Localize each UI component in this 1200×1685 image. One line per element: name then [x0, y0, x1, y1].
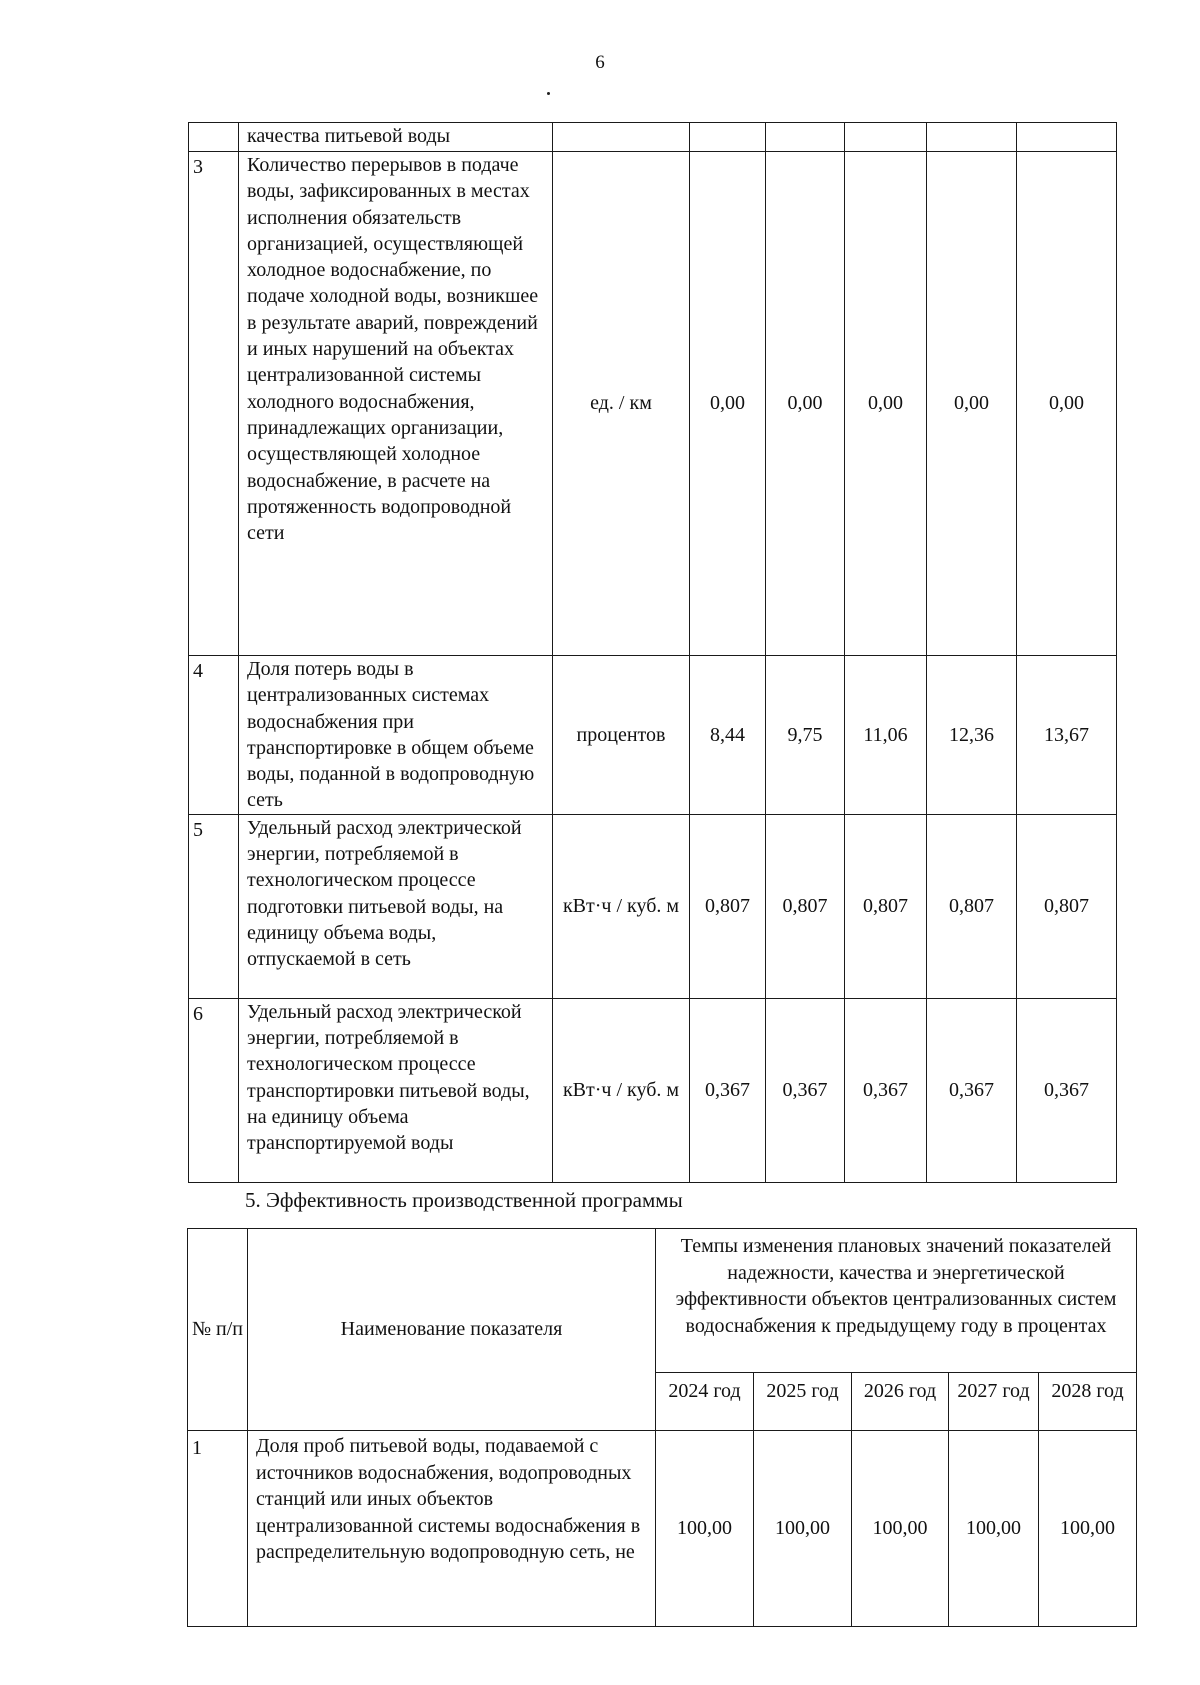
- table-row: [189, 152, 1117, 656]
- table-row: [188, 1431, 1137, 1627]
- value-2027: 12,36: [927, 656, 1017, 815]
- row-number: 6: [189, 998, 239, 1182]
- value-2024: 0,00: [690, 152, 766, 656]
- value-2024: 0,807: [690, 814, 766, 998]
- value-2028: 0,00: [1017, 152, 1117, 656]
- unit-cell: кВт·ч / куб. м: [553, 998, 690, 1182]
- indicator-name: Доля проб питьевой воды, подаваемой с источников водоснабжения, водопроводных станций или иных объектов централизованной системы водоснабжения в распределительную водопроводную сеть, не: [248, 1431, 656, 1627]
- value-2028: 0,807: [1017, 814, 1117, 998]
- header-year-2028: 2028 год: [1039, 1373, 1137, 1431]
- unit-cell: кВт·ч / куб. м: [553, 814, 690, 998]
- value-2026: [845, 123, 927, 152]
- value-2028: [1017, 123, 1117, 152]
- value-2027: 0,00: [927, 152, 1017, 656]
- page-number: 6: [595, 52, 605, 73]
- value-2025: 100,00: [754, 1431, 852, 1627]
- header-year-2027: 2027 год: [949, 1373, 1039, 1431]
- unit-cell: ед. / км: [553, 152, 690, 656]
- value-2027: [927, 123, 1017, 152]
- row-number: 1: [188, 1431, 248, 1627]
- value-2024: 100,00: [656, 1431, 754, 1627]
- value-2025: 9,75: [766, 656, 845, 815]
- indicators-table-continued: [188, 122, 1117, 1183]
- value-2026: 0,367: [845, 998, 927, 1182]
- value-2025: [766, 123, 845, 152]
- value-2025: 0,00: [766, 152, 845, 656]
- value-2025: 0,807: [766, 814, 845, 998]
- value-2026: 0,00: [845, 152, 927, 656]
- value-2028: 0,367: [1017, 998, 1117, 1182]
- value-2024: 8,44: [690, 656, 766, 815]
- value-2024: 0,367: [690, 998, 766, 1182]
- value-2026: 100,00: [852, 1431, 949, 1627]
- table-row: [189, 123, 1117, 152]
- indicator-name: Удельный расход электрической энергии, потребляемой в технологическом процессе транспортировки питьевой воды, на единицу объема транспортируемой воды: [239, 998, 553, 1182]
- row-number: 4: [189, 656, 239, 815]
- value-2026: 0,807: [845, 814, 927, 998]
- value-2025: 0,367: [766, 998, 845, 1182]
- indicator-name: Количество перерывов в подаче воды, зафиксированных в местах исполнения обязательств организацией, осуществляющей холодное водоснабжение, по подаче холодной воды, возникшее в результате аварий, повреждений и иных нарушений на объектах централизованной системы холодного водоснабжения, принадлежащих организации, осуществляющей холодное водоснабжение, в расчете на протяженность водопроводной сети: [239, 152, 553, 656]
- indicator-name: качества питьевой воды: [239, 123, 553, 152]
- header-year-2026: 2026 год: [852, 1373, 949, 1431]
- value-2024: [690, 123, 766, 152]
- table-row: [189, 814, 1117, 998]
- header-group: Темпы изменения плановых значений показателей надежности, качества и энергетической эффективности объектов централизованных систем водоснабжения к предыдущему году в процентах: [656, 1229, 1137, 1373]
- unit-cell: [553, 123, 690, 152]
- header-year-2024: 2024 год: [656, 1373, 754, 1431]
- header-indicator-name: Наименование показателя: [248, 1229, 656, 1431]
- row-number: 5: [189, 814, 239, 998]
- row-number: 3: [189, 152, 239, 656]
- value-2028: 100,00: [1039, 1431, 1137, 1627]
- indicator-name: Доля потерь воды в централизованных системах водоснабжения при транспортировке в общем объеме воды, поданной в водопроводную сеть: [239, 656, 553, 815]
- value-2026: 11,06: [845, 656, 927, 815]
- value-2027: 0,807: [927, 814, 1017, 998]
- header-number: № п/п: [188, 1229, 248, 1431]
- value-2027: 0,367: [927, 998, 1017, 1182]
- unit-cell: процентов: [553, 656, 690, 815]
- section-heading: 5. Эффективность производственной программы: [245, 1188, 683, 1212]
- scan-speck: [547, 92, 550, 95]
- header-year-2025: 2025 год: [754, 1373, 852, 1431]
- header-row: [188, 1229, 1137, 1373]
- value-2027: 100,00: [949, 1431, 1039, 1627]
- value-2028: 13,67: [1017, 656, 1117, 815]
- indicator-name: Удельный расход электрической энергии, потребляемой в технологическом процессе подготовки питьевой воды, на единицу объема воды, отпускаемой в сеть: [239, 814, 553, 998]
- efficiency-table: [187, 1228, 1137, 1627]
- row-number: [189, 123, 239, 152]
- table-row: [189, 998, 1117, 1182]
- table-row: [189, 656, 1117, 815]
